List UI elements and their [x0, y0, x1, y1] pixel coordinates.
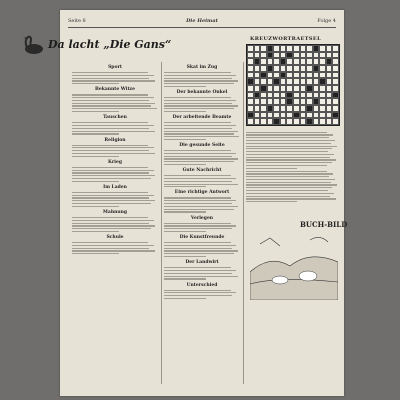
text-line [72, 253, 119, 254]
text-line [164, 122, 231, 123]
text-line [246, 165, 327, 166]
crossword-cell [300, 52, 307, 59]
crossword-cell [254, 98, 261, 105]
crossword-cell [280, 112, 287, 119]
text-line [246, 146, 337, 147]
text-line [164, 223, 231, 224]
text-line [164, 197, 231, 198]
text-line [72, 167, 148, 168]
text-line [72, 131, 155, 132]
text-line [246, 176, 329, 177]
crossword-cell [254, 105, 261, 112]
article-heading: Mahnung [102, 210, 128, 215]
crossword-cell [313, 72, 320, 79]
crossword-cell [280, 58, 287, 65]
text-line [246, 201, 297, 202]
text-line [164, 186, 206, 187]
crossword-cell [332, 98, 339, 105]
article-heading: Im Laden [103, 184, 127, 190]
page-number-label: Seite 8 [68, 18, 86, 24]
article-heading: Der arbeitende Beamte [172, 115, 232, 121]
crossword-cell [267, 78, 274, 85]
text-line [246, 179, 335, 180]
text-line [246, 162, 332, 163]
text-line [72, 248, 149, 249]
text-line [72, 220, 154, 221]
text-line [72, 78, 149, 79]
column-divider [243, 62, 244, 384]
text-column-middle [164, 62, 240, 301]
article-heading: Gute Nachricht [182, 168, 222, 174]
text-line [72, 181, 119, 182]
text-line [246, 193, 334, 194]
article-heading: Der bekannte Onkel [176, 90, 228, 96]
article-heading: Bekannte Witze [95, 87, 135, 93]
text-line [164, 245, 236, 246]
text-line [72, 128, 149, 129]
text-line [72, 217, 148, 218]
text-line [246, 171, 327, 172]
text-line [246, 159, 336, 160]
crossword-cell [300, 98, 307, 105]
crossword-cell [267, 58, 274, 65]
text-line [72, 100, 149, 101]
article-heading: Krieg [107, 159, 122, 165]
text-line [72, 133, 119, 134]
crossword-cell [267, 65, 274, 72]
text-line [72, 200, 155, 201]
crossword-cell [286, 72, 293, 79]
crossword-cell [286, 98, 293, 105]
text-line [72, 231, 119, 232]
crossword-cell [300, 45, 307, 52]
text-line [246, 184, 337, 185]
text-line [164, 139, 206, 140]
issue-label: Folge 4 [317, 18, 336, 24]
crossword-cell [267, 45, 274, 52]
text-line [164, 175, 231, 176]
text-line [72, 228, 151, 229]
crossword-cell [332, 112, 339, 119]
crossword-cell [254, 78, 261, 85]
crossword-cell [332, 105, 339, 112]
buch-bild-title: BUCH-BILD [300, 220, 348, 229]
crossword-cell [267, 105, 274, 112]
crossword-cell [313, 85, 320, 92]
text-line [164, 133, 234, 134]
newspaper-title: Die Heimat [186, 18, 218, 24]
text-line [164, 295, 232, 296]
crossword-cell [326, 112, 333, 119]
text-line [164, 211, 206, 212]
text-line [246, 140, 335, 141]
text-line [164, 228, 232, 229]
crossword-cell [286, 65, 293, 72]
text-line [164, 267, 231, 268]
text-line [164, 86, 206, 87]
goose-icon [20, 34, 46, 56]
text-line [164, 128, 232, 129]
text-line [164, 225, 236, 226]
crossword-cell [254, 58, 261, 65]
crossword-cell [300, 118, 307, 125]
text-line [72, 250, 155, 251]
text-line [72, 97, 154, 98]
crossword-cell [326, 65, 333, 72]
text-line [72, 145, 148, 146]
crossword-cell [313, 98, 320, 105]
crossword-cell [254, 72, 261, 79]
crossword-cell [280, 98, 287, 105]
crossword-cell [313, 112, 320, 119]
crossword-cell [332, 65, 339, 72]
crossword-cell [326, 52, 333, 59]
text-line [164, 200, 236, 201]
text-line [246, 157, 330, 158]
text-line [164, 125, 236, 126]
crossword-cell [300, 78, 307, 85]
crossword-cell [280, 78, 287, 85]
text-line [164, 78, 232, 79]
crossword-cell [326, 98, 333, 105]
text-line [246, 182, 331, 183]
article-heading: Tauschen [103, 115, 127, 121]
text-line [72, 175, 155, 176]
humor-banner [20, 34, 172, 56]
crossword-cell [280, 52, 287, 59]
text-line [72, 197, 149, 198]
text-line [72, 242, 148, 243]
text-line [72, 150, 149, 151]
text-line [246, 143, 331, 144]
text-line [164, 83, 234, 84]
text-line [164, 248, 232, 249]
text-line [164, 181, 232, 182]
text-line [72, 105, 151, 106]
text-line [72, 83, 119, 84]
crossword-cell [286, 58, 293, 65]
crossword-cell [267, 112, 274, 119]
crossword-cell [267, 118, 274, 125]
crossword-cell [286, 112, 293, 119]
crossword-cell [326, 105, 333, 112]
crossword-cell [326, 45, 333, 52]
text-line [72, 94, 148, 95]
text-line [72, 72, 148, 73]
crossword-cell [286, 105, 293, 112]
crossword-cell [332, 72, 339, 79]
crossword-cell [313, 45, 320, 52]
crossword-cell [332, 45, 339, 52]
text-line [164, 209, 234, 210]
text-line [164, 80, 238, 81]
crossword-cell [267, 85, 274, 92]
crossword-cell [300, 65, 307, 72]
text-line [72, 170, 154, 171]
text-line [164, 100, 236, 101]
text-line [164, 298, 206, 299]
text-line [72, 156, 119, 157]
crossword-cell [326, 58, 333, 65]
text-line [72, 178, 151, 179]
crossword-cell [254, 112, 261, 119]
crossword-cell [332, 52, 339, 59]
text-line [246, 196, 330, 197]
text-line [246, 168, 297, 169]
text-line [164, 150, 231, 151]
crossword-cell [280, 72, 287, 79]
text-line [72, 223, 149, 224]
crossword-cell [286, 52, 293, 59]
article-heading: Der Landwirt [185, 260, 219, 266]
crossword-cell [326, 92, 333, 99]
text-line [72, 108, 157, 109]
text-line [246, 154, 334, 155]
text-line [246, 198, 336, 199]
text-line [164, 256, 206, 257]
text-column-right [246, 130, 338, 204]
text-line [164, 250, 238, 251]
crossword-cell [286, 118, 293, 125]
crossword-cell [254, 92, 261, 99]
text-line [72, 122, 148, 123]
text-line [72, 147, 154, 148]
text-line [164, 242, 231, 243]
text-line [164, 184, 238, 185]
crossword-cell [280, 118, 287, 125]
crossword-cell [326, 85, 333, 92]
crossword-cell [267, 52, 274, 59]
article-heading: Sport [108, 65, 122, 70]
crossword-cell [332, 78, 339, 85]
text-line [164, 158, 238, 159]
article-heading: Eine richtige Antwort [174, 190, 230, 196]
article-heading: Schule [106, 235, 124, 241]
text-line [246, 134, 333, 135]
crossword-cell [313, 58, 320, 65]
text-line [164, 156, 232, 157]
crossword-cell [280, 92, 287, 99]
humor-banner-title: Da lacht „Die Gans“ [48, 38, 172, 51]
text-line [164, 273, 232, 274]
article-heading: Verlegen [190, 215, 214, 221]
crossword-cell [313, 118, 320, 125]
crossword-cell [254, 85, 261, 92]
text-line [72, 80, 155, 81]
text-line [164, 103, 232, 104]
crossword-cell [326, 118, 333, 125]
crossword-cell [326, 78, 333, 85]
text-line [164, 290, 231, 291]
crossword-cell [300, 58, 307, 65]
text-line [72, 172, 149, 173]
crossword-cell [267, 98, 274, 105]
text-column-left [72, 62, 158, 256]
text-line [164, 136, 239, 137]
crossword-cell [254, 65, 261, 72]
crossword-cell [280, 85, 287, 92]
crossword-grid [246, 44, 340, 126]
text-line [72, 192, 148, 193]
text-line [246, 151, 328, 152]
crossword-cell [300, 72, 307, 79]
text-line [164, 97, 231, 98]
article-heading: Unterschied [186, 282, 218, 288]
text-line [72, 153, 155, 154]
article-heading: Religion [104, 137, 126, 143]
text-line [164, 72, 231, 73]
text-line [164, 253, 234, 254]
crossword-cell [254, 52, 261, 59]
text-line [164, 164, 206, 165]
text-line [164, 206, 238, 207]
crossword-cell [332, 85, 339, 92]
text-line [72, 225, 155, 226]
article-heading: Skat im Zug [186, 65, 218, 70]
text-line [72, 103, 155, 104]
crossword-cell [300, 92, 307, 99]
text-line [164, 203, 232, 204]
crossword-cell [254, 118, 261, 125]
article-heading: Die gesunde Seite [179, 143, 225, 149]
crossword-cell [300, 112, 307, 119]
crossword-cell [313, 52, 320, 59]
text-line [246, 173, 333, 174]
text-line [164, 276, 238, 277]
crossword-cell [280, 45, 287, 52]
text-line [72, 245, 154, 246]
crossword-cell [313, 65, 320, 72]
text-line [246, 137, 329, 138]
crossword-cell [280, 105, 287, 112]
crossword-cell [267, 72, 274, 79]
crossword-cell [267, 92, 274, 99]
text-line [72, 111, 119, 112]
text-line [246, 148, 332, 149]
text-line [164, 105, 238, 106]
crossword-cell [300, 105, 307, 112]
crossword-cell [332, 92, 339, 99]
text-line [246, 190, 328, 191]
text-line [72, 206, 119, 207]
text-line [164, 161, 234, 162]
crossword-cell [286, 85, 293, 92]
text-line [164, 111, 206, 112]
text-line [164, 108, 234, 109]
running-header [68, 18, 336, 28]
crossword-cell [286, 92, 293, 99]
crossword-cell [332, 58, 339, 65]
text-line [72, 195, 154, 196]
text-line [72, 75, 154, 76]
crossword-title: KREUZWORTRAETSEL [250, 36, 321, 42]
crossword-cell [313, 105, 320, 112]
crossword-cell [300, 85, 307, 92]
text-line [164, 278, 206, 279]
column-divider [161, 62, 162, 384]
crossword-cell [332, 118, 339, 125]
text-line [164, 131, 238, 132]
text-line [72, 203, 151, 204]
text-line [164, 153, 236, 154]
crossword-cell [286, 45, 293, 52]
text-line [246, 132, 327, 133]
crossword-cell [286, 78, 293, 85]
text-line [164, 270, 236, 271]
crossword-cell [313, 78, 320, 85]
article-heading: Die Kunstfreunde [179, 235, 225, 241]
crossword-cell [254, 45, 261, 52]
text-line [246, 187, 332, 188]
text-line [164, 75, 236, 76]
text-line [164, 231, 206, 232]
landscape-illustration [250, 232, 338, 300]
text-line [164, 178, 236, 179]
text-line [164, 292, 236, 293]
text-line [72, 125, 154, 126]
crossword-cell [313, 92, 320, 99]
crossword-cell [326, 72, 333, 79]
crossword-cell [280, 65, 287, 72]
